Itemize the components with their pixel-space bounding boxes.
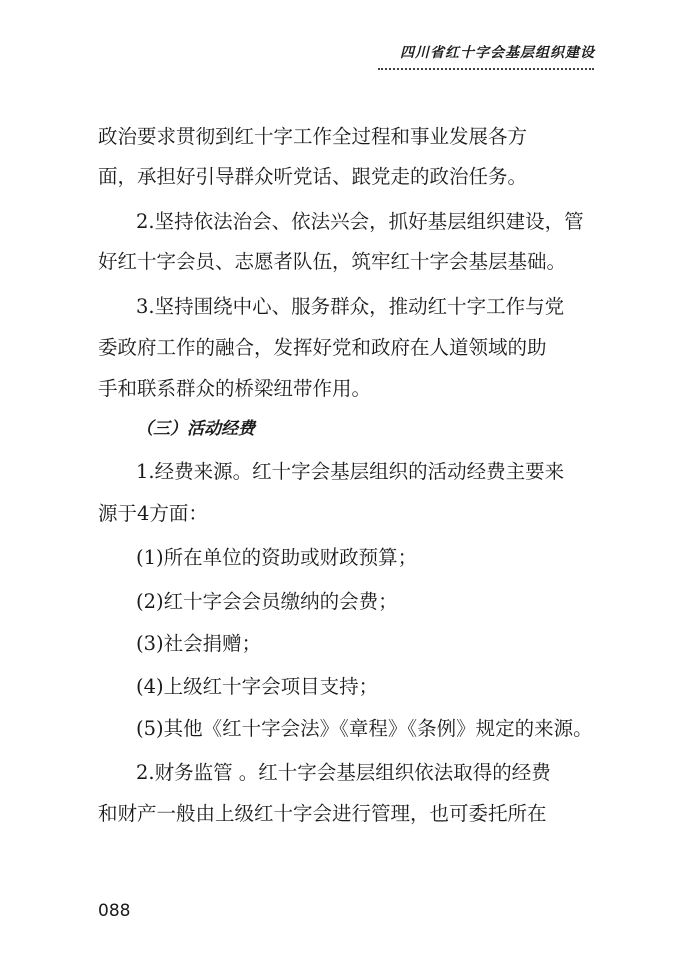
text-line: 2.坚持依法治会、依法兴会，抓好基层组织建设，管 xyxy=(136,210,584,233)
list-item: (1)所在单位的资助或财政预算； xyxy=(136,546,418,569)
text-line: 面，承担好引导群众听党话、跟党走的政治任务。 xyxy=(98,165,528,188)
text-line: 好红十字会员、志愿者队伍，筑牢红十字会基层基础。 xyxy=(98,250,567,273)
text-line: 源于4方面： xyxy=(98,502,208,525)
text-line: 委政府工作的融合，发挥好党和政府在人道领域的助 xyxy=(98,336,547,359)
text-line: 政治要求贯彻到红十字工作全过程和事业发展各方 xyxy=(98,125,528,148)
list-item: (3)社会捐赠； xyxy=(136,632,262,655)
text-line: 手和联系群众的桥梁纽带作用。 xyxy=(98,377,372,400)
text-line: 1.经费来源。红十字会基层组织的活动经费主要来 xyxy=(136,460,565,483)
section-heading: （三）活动经费 xyxy=(136,419,255,439)
list-item: (4)上级红十字会项目支持； xyxy=(136,675,379,698)
list-item: (5)其他《红十字会法》《章程》《条例》规定的来源。 xyxy=(136,717,593,740)
header-dotted-rule xyxy=(378,68,594,70)
running-header: 四川省红十字会基层组织建设 xyxy=(400,45,595,61)
text-line: 2.财务监管 。红十字会基层组织依法取得的经费 xyxy=(136,761,551,784)
list-item: (2)红十字会会员缴纳的会费； xyxy=(136,590,398,613)
text-line: 和财产一般由上级红十字会进行管理，也可委托所在 xyxy=(98,802,547,825)
page-number: 088 xyxy=(98,901,131,921)
text-line: 3.坚持围绕中心、服务群众，推动红十字工作与党 xyxy=(136,295,565,318)
